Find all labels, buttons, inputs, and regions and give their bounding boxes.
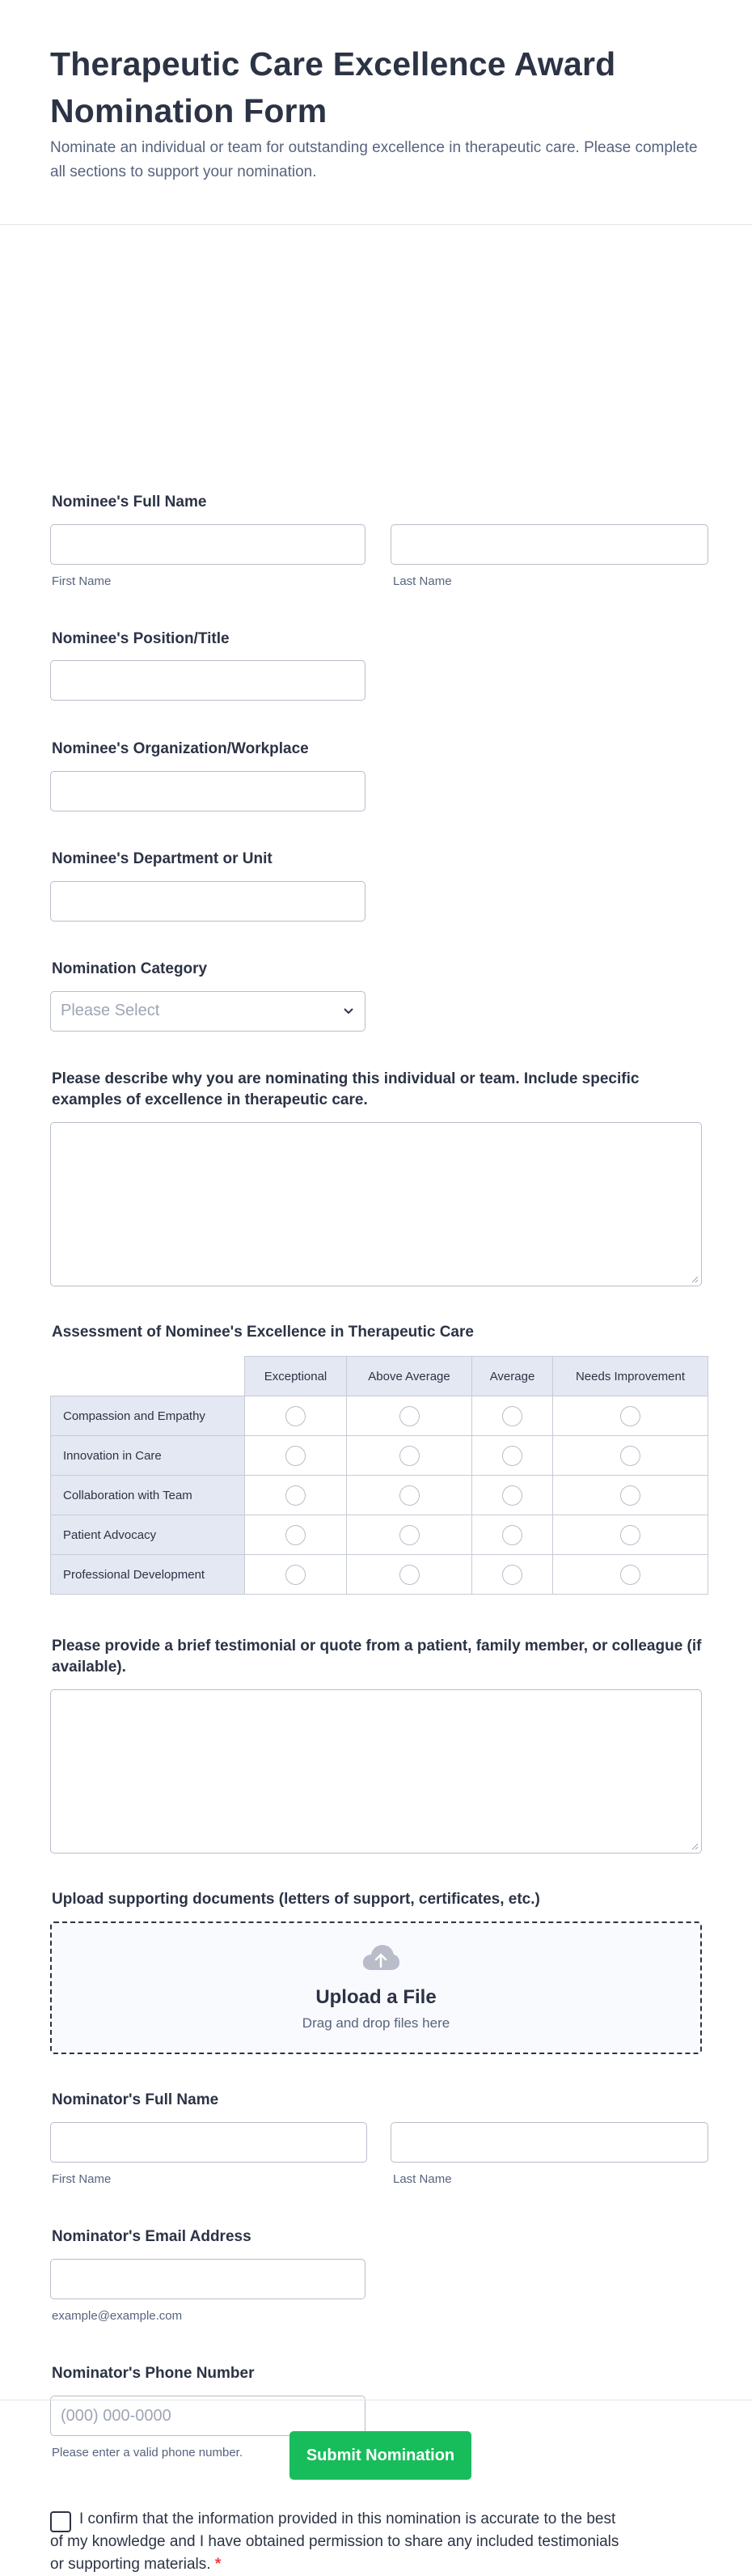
radio-button[interactable] (620, 1565, 640, 1585)
radio-button[interactable] (285, 1446, 306, 1466)
nominator-phone-sublabel: Please enter a valid phone number. (52, 2446, 243, 2459)
assessment-matrix (50, 1356, 708, 1595)
radio-button[interactable] (285, 1406, 306, 1426)
nominee-org-question (50, 739, 702, 760)
testimonial-textarea[interactable] (50, 1689, 702, 1854)
resize-handle-icon[interactable] (691, 1276, 699, 1283)
nominee-dept-question (50, 849, 702, 870)
submit-button[interactable]: Submit Nomination (289, 2431, 471, 2480)
nominee-last-name-input[interactable] (391, 524, 708, 565)
nominator-email-question (50, 2226, 702, 2323)
assessment-label: Assessment of Nominee's Excellence in Therapeutic Care (52, 1324, 474, 1341)
matrix-column-header: Average (472, 1357, 553, 1396)
reason-question (50, 1069, 702, 1111)
nominee-org-input[interactable] (50, 771, 365, 811)
upload-title: Upload a File (315, 1986, 437, 2008)
consent-text: I confirm that the information provided in this nomination is accurate to the best of my knowledge and I have obtained permission to share any included testimonials or supporting materials. (50, 2510, 619, 2573)
nominee-first-name-input[interactable] (50, 524, 365, 565)
category-select[interactable] (50, 991, 365, 1032)
nominee-org-label: Nominee's Organization/Workplace (52, 740, 309, 757)
nominator-email-label: Nominator's Email Address (52, 2228, 251, 2245)
matrix-row-label: Collaboration with Team (51, 1476, 245, 1515)
nominator-phone-placeholder: (000) 000-0000 (61, 2407, 171, 2425)
matrix-row-label: Innovation in Care (51, 1436, 245, 1476)
reason-textarea[interactable] (50, 1122, 702, 1286)
nominator-name-label: Nominator's Full Name (52, 2091, 219, 2108)
upload-subtitle: Drag and drop files here (302, 2015, 450, 2031)
nominee-last-name-sublabel: Last Name (393, 574, 452, 588)
radio-button[interactable] (399, 1446, 420, 1466)
radio-button[interactable] (620, 1485, 640, 1506)
nominee-dept-label: Nominee's Department or Unit (52, 850, 272, 867)
nominee-name-question (50, 492, 702, 588)
radio-button[interactable] (399, 1406, 420, 1426)
nominator-first-name-input[interactable] (50, 2122, 367, 2163)
matrix-row (51, 1476, 708, 1515)
nominator-phone-label: Nominator's Phone Number (52, 2365, 255, 2382)
nominee-name-label: Nominee's Full Name (52, 494, 207, 511)
assessment-question (50, 1322, 702, 1582)
testimonial-label: Please provide a brief testimonial or quote from a patient, family member, or colleague (if available). (52, 1638, 702, 1676)
nominator-last-name-sublabel: Last Name (393, 2172, 452, 2186)
matrix-column-header: Exceptional (245, 1357, 347, 1396)
radio-button[interactable] (620, 1525, 640, 1545)
matrix-column-header: Needs Improvement (553, 1357, 708, 1396)
nominee-first-name-sublabel: First Name (52, 574, 112, 588)
upload-question (50, 1889, 702, 2031)
radio-button[interactable] (399, 1565, 420, 1585)
file-upload-dropzone[interactable] (50, 1921, 702, 2054)
radio-button[interactable] (502, 1406, 522, 1426)
radio-button[interactable] (399, 1485, 420, 1506)
matrix-row (51, 1555, 708, 1595)
radio-button[interactable] (399, 1525, 420, 1545)
matrix-corner (51, 1357, 245, 1396)
radio-button[interactable] (502, 1565, 522, 1585)
cloud-upload-icon (361, 1943, 400, 1972)
radio-button[interactable] (620, 1446, 640, 1466)
page-subtitle: Nominate an individual or team for outstanding excellence in therapeutic care. Please complete all sections to support your nomination. (50, 139, 698, 180)
nominator-email-input[interactable] (50, 2259, 365, 2299)
matrix-row (51, 1396, 708, 1436)
matrix-row-label: Patient Advocacy (51, 1515, 245, 1555)
form-footer (0, 2400, 752, 2519)
nominee-position-label: Nominee's Position/Title (52, 630, 230, 647)
nominator-email-sublabel: example@example.com (52, 2309, 183, 2323)
matrix-row-label: Compassion and Empathy (51, 1396, 245, 1436)
nominator-first-name-sublabel: First Name (52, 2172, 112, 2186)
upload-label: Upload supporting documents (letters of support, certificates, etc.) (52, 1891, 540, 1908)
radio-button[interactable] (502, 1485, 522, 1506)
nominator-name-question (50, 2090, 702, 2186)
radio-button[interactable] (285, 1565, 306, 1585)
category-question (50, 959, 702, 1019)
reason-label: Please describe why you are nominating this individual or team. Include specific examples of excellence in therapeutic care. (52, 1070, 640, 1108)
page-title: Therapeutic Care Excellence Award Nomination Form (50, 45, 616, 129)
nominee-position-input[interactable] (50, 660, 365, 701)
radio-button[interactable] (620, 1406, 640, 1426)
radio-button[interactable] (502, 1525, 522, 1545)
resize-handle-icon[interactable] (691, 1843, 699, 1850)
matrix-row-label: Professional Development (51, 1555, 245, 1595)
form-header (0, 0, 752, 225)
chevron-down-icon (344, 1008, 353, 1015)
nominator-last-name-input[interactable] (391, 2122, 708, 2163)
matrix-row (51, 1436, 708, 1476)
radio-button[interactable] (502, 1446, 522, 1466)
category-placeholder: Please Select (61, 1002, 160, 1019)
nominee-position-question (50, 629, 702, 650)
category-label: Nomination Category (52, 960, 208, 977)
testimonial-question (50, 1636, 702, 1678)
radio-button[interactable] (285, 1525, 306, 1545)
nominee-dept-input[interactable] (50, 881, 365, 922)
matrix-column-header: Above Average (347, 1357, 472, 1396)
radio-button[interactable] (285, 1485, 306, 1506)
matrix-row (51, 1515, 708, 1555)
required-asterisk: * (214, 2556, 222, 2573)
